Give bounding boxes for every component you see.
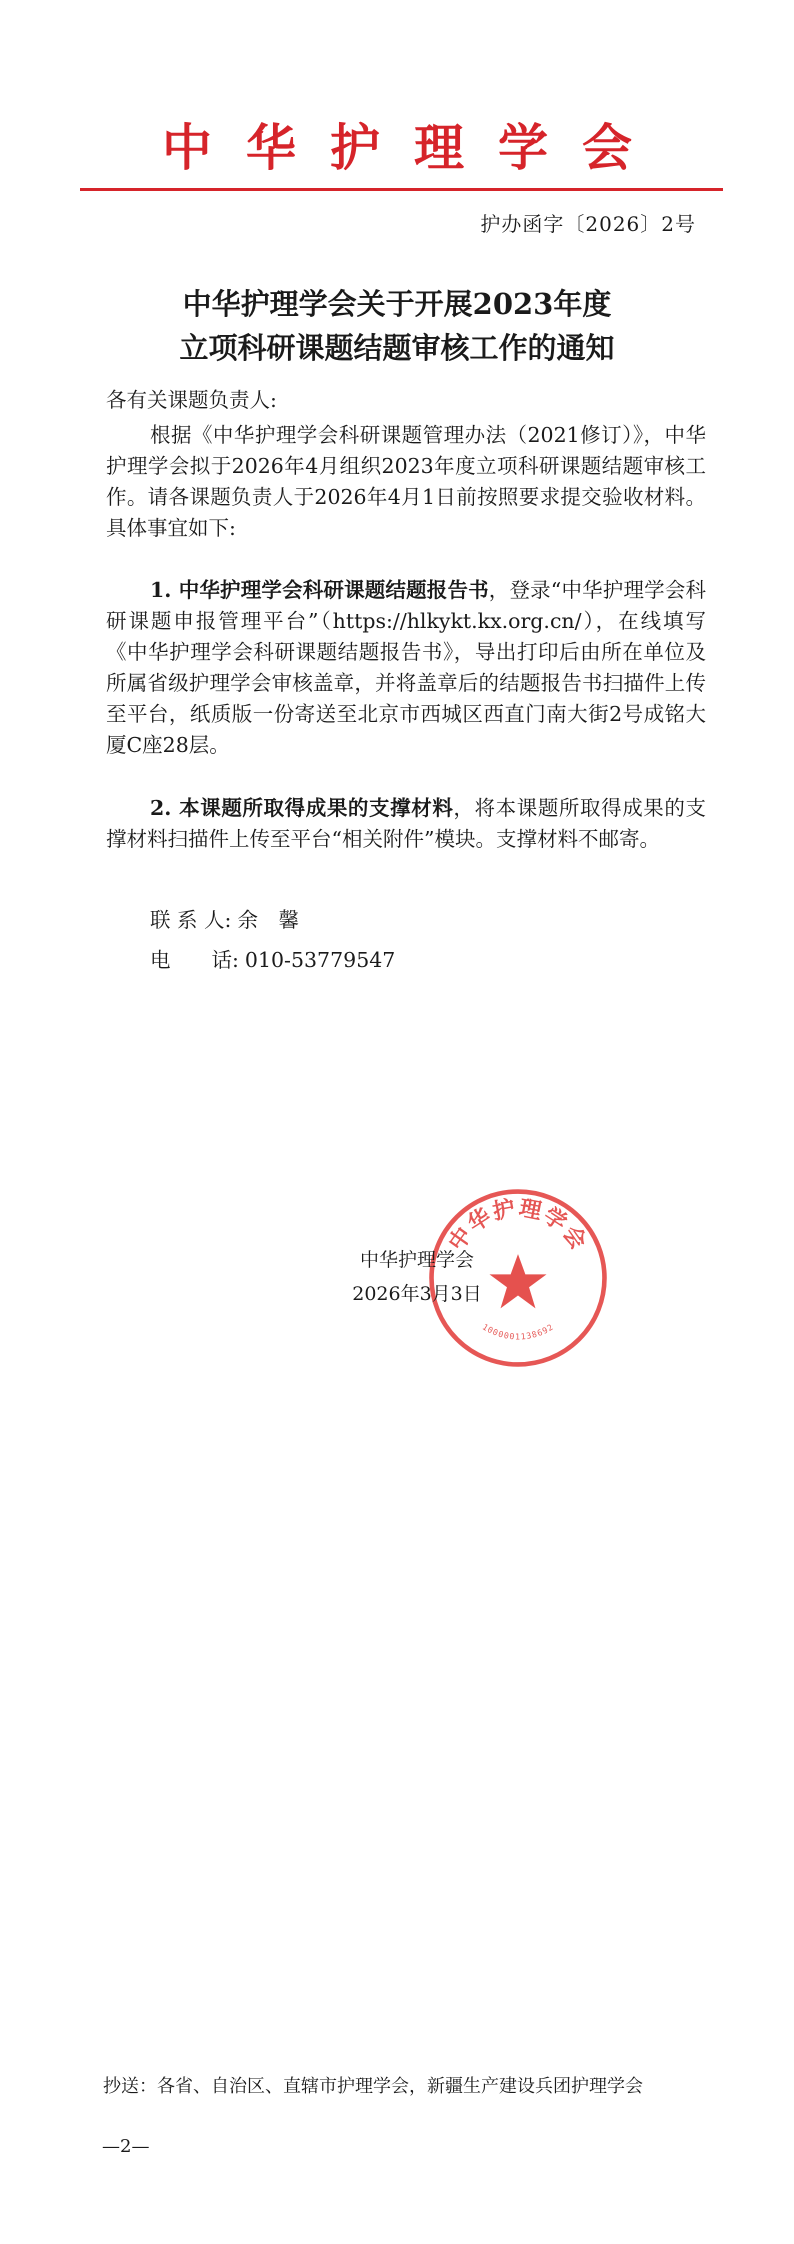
signature-org: 中华护理学会: [359, 1249, 474, 1271]
item-1-text: ，登录“中华护理学会科研课题申报管理平台”（https://hlkykt.kx.org.cn/），在线填写《中华护理学会科研课题结题报告书》，导出打印后由所在单位及所属省级护理学会审核盖章，并将盖章后的结题报告书扫描件上传至平台，纸质版一份寄送至北京市西城区西直门南大街2号成铭大厦C座28层。: [106, 578, 706, 757]
official-seal-stamp: [426, 1186, 610, 1370]
contact-phone-row: [150, 945, 395, 976]
item-1-heading: 1. 中华护理学会科研课题结题报告书: [150, 578, 489, 602]
item-2-heading: 2. 本课题所取得成果的支撑材料: [150, 796, 454, 820]
item-2-text: ，将本课题所取得成果的支撑材料扫描件上传至平台“相关附件”模块。支撑材料不邮寄。: [106, 796, 707, 851]
svg-text:1000001138692: [481, 1322, 556, 1342]
page-number: —2—: [102, 2136, 150, 2157]
letterhead-org-name: 中华护理学会: [162, 119, 666, 177]
paragraph-item-2: [106, 793, 706, 855]
salutation: 各有关课题负责人:: [106, 388, 277, 412]
letterhead-red-rule: [80, 188, 723, 191]
contact-person-row: [150, 905, 299, 936]
paragraph-item-1: [106, 575, 706, 761]
contact-person-label: 联 系 人:: [150, 908, 232, 932]
document-number: 护办函字〔2026〕2号: [480, 212, 696, 236]
notice-title-line1: 中华护理学会关于开展2023年度: [182, 287, 612, 321]
seal-top-text: 中华护理学会: [444, 1196, 592, 1256]
cc-line: 抄送：各省、自治区、直辖市护理学会，新疆生产建设兵团护理学会: [103, 2076, 643, 2097]
contact-phone-label: 电 话:: [150, 948, 239, 972]
contact-person-value: 余 馨: [237, 908, 299, 932]
signature-date: 2026年3月3日: [352, 1283, 482, 1305]
notice-title-line2: 立项科研课题结题审核工作的通知: [179, 331, 615, 365]
paragraph-intro: 根据《中华护理学会科研课题管理办法（2021修订）》，中华护理学会拟于2026年4月组织2023年度立项科研课题结题审核工作。请各课题负责人于2026年4月1日前按照要求提交验收材料。具体事宜如下:: [106, 423, 706, 540]
contact-phone-value: 010-53779547: [244, 948, 396, 972]
seal-bottom-number: 1000001138692: [480, 1321, 556, 1342]
